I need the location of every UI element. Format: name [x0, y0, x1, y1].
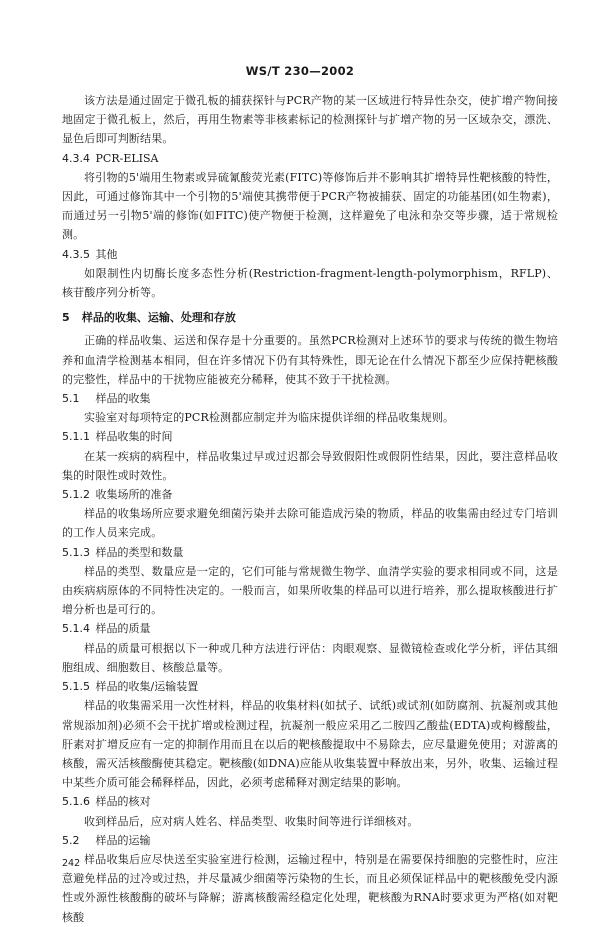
section-heading-5-1-1: 5.1.1 样品收集的时间 — [62, 430, 173, 444]
standard-number-header: WS/T 230—2002 — [245, 64, 355, 78]
section-heading-5-2: 5.2 样品的运输 — [62, 833, 151, 847]
section-text-5-1: 实验室对每项特定的PCR检测都应制定并为临床提供详细的样品收集规则。 — [84, 411, 455, 425]
section-heading-4-3-4: 4.3.4 PCR-ELISA — [62, 151, 159, 165]
intro-paragraph: 该方法是通过固定于微孔板的捕获探针与PCR产物的某一区域进行特异性杂交，使扩增产物间接地固定于微孔板上，然后，再用生物素等非核素标记的检测探针与扩增产物的另一区域杂交，漂洗、显色后即可判断结果。 — [62, 94, 558, 146]
section-heading-5-1-6: 5.1.6 样品的核对 — [62, 795, 151, 809]
section-text-5-1-2: 样品的收集场所应要求避免细菌污染并去除可能造成污染的物质，样品的收集需由经过专门培训的工作人员来完成。 — [62, 507, 558, 540]
section-heading-5-1-5: 5.1.5 样品的收集/运输装置 — [62, 680, 199, 694]
section-text-5: 正确的样品收集、运送和保存是十分重要的。虽然PCR检测对上述环节的要求与传统的微生物培养和血清学检测基本相同，但在许多情况下仍有其特殊性，即无论在什么情况下都至少应保持靶核酸的完整性，样品中的干扰物应能被充分稀释，使其不致于干扰检测。 — [62, 334, 558, 386]
section-text-5-2: 样品收集后应尽快送至实验室进行检测，运输过程中，特别是在需要保持细胞的完整性时，应注意避免样品的过冷或过热，并尽量减少细菌等污染物的生长，而且必须保证样品中的靶核酸免受内源性或外源性核酸酶的破坏与降解；游离核酸需经稳定化处理，靶核酸为RNA时要求更为严格(如对靶核酸 — [62, 852, 558, 924]
section-heading-5-1-3: 5.1.3 样品的类型和数量 — [62, 545, 184, 559]
section-text-5-1-3: 样品的类型、数量应是一定的，它们可能与常规微生物学、血清学实验的要求相同或不同，这是由疾病病原体的不同特性决定的。一般而言，如果所收集的样品可以进行培养，那么提取核酸进行扩增分析也是可行的。 — [62, 564, 558, 617]
section-heading-5: 5 样品的收集、运输、处理和存放 — [62, 311, 236, 325]
section-heading-5-1: 5.1 样品的收集 — [62, 392, 151, 406]
section-text-4-3-5: 如限制性内切酶长度多态性分析(Restriction-fragment-length-polymorphism，RFLP)、核苷酸序列分析等。 — [62, 266, 558, 300]
section-heading-5-1-4: 5.1.4 样品的质量 — [62, 622, 151, 636]
section-text-5-1-4: 样品的质量可根据以下一种或几种方法进行评估：肉眼观察、显微镜检查或化学分析，评估其细胞组成、细胞数目、核酸总量等。 — [62, 641, 558, 674]
section-text-5-1-5: 样品的收集需采用一次性材料，样品的收集材料(如拭子、试纸)或试剂(如防腐剂、抗凝剂或其他常规添加剂)必须不会干扰扩增或检测过程，抗凝剂一般应采用乙二胺四乙酸盐(EDTA)或枸橼酸盐，肝素对扩增反应有一定的抑制作用而且在以后的靶核酸提取中不易除去，应尽量避免使用；对游离的核酸，需灭活核酸酶使其稳定。靶核酸(如DNA)应能从收集装置中释放出来，另外，收集、运输过程中某些介质可能会稀释样品，因此，必须考虑稀释对测定结果的影响。 — [62, 699, 558, 790]
section-text-5-1-6: 收到样品后，应对病人姓名、样品类型、收集时间等进行详细核对。 — [84, 814, 419, 828]
section-heading-5-1-2: 5.1.2 收集场所的准备 — [62, 488, 173, 502]
page-number: 242 — [62, 858, 81, 869]
section-text-5-1-1: 在某一疾病的病程中，样品收集过早或过迟都会导致假阳性或假阴性结果，因此，要注意样品收集的时限性或时效性。 — [62, 449, 558, 482]
page-body — [62, 91, 558, 927]
section-text-4-3-4: 将引物的5'端用生物素或异硫氰酸荧光素(FITC)等修饰后并不影响其扩增特异性靶核酸的特性，因此，可通过修饰其中一个引物的5'端使其携带便于PCR产物被捕获、固定的功能基团(如生物素)，而通过另一引物5'端的修饰(如FITC)使产物便于检测，这样避免了电泳和杂交等步骤，适于常规检测。 — [62, 170, 558, 242]
section-heading-4-3-5: 4.3.5 其他 — [62, 247, 118, 261]
